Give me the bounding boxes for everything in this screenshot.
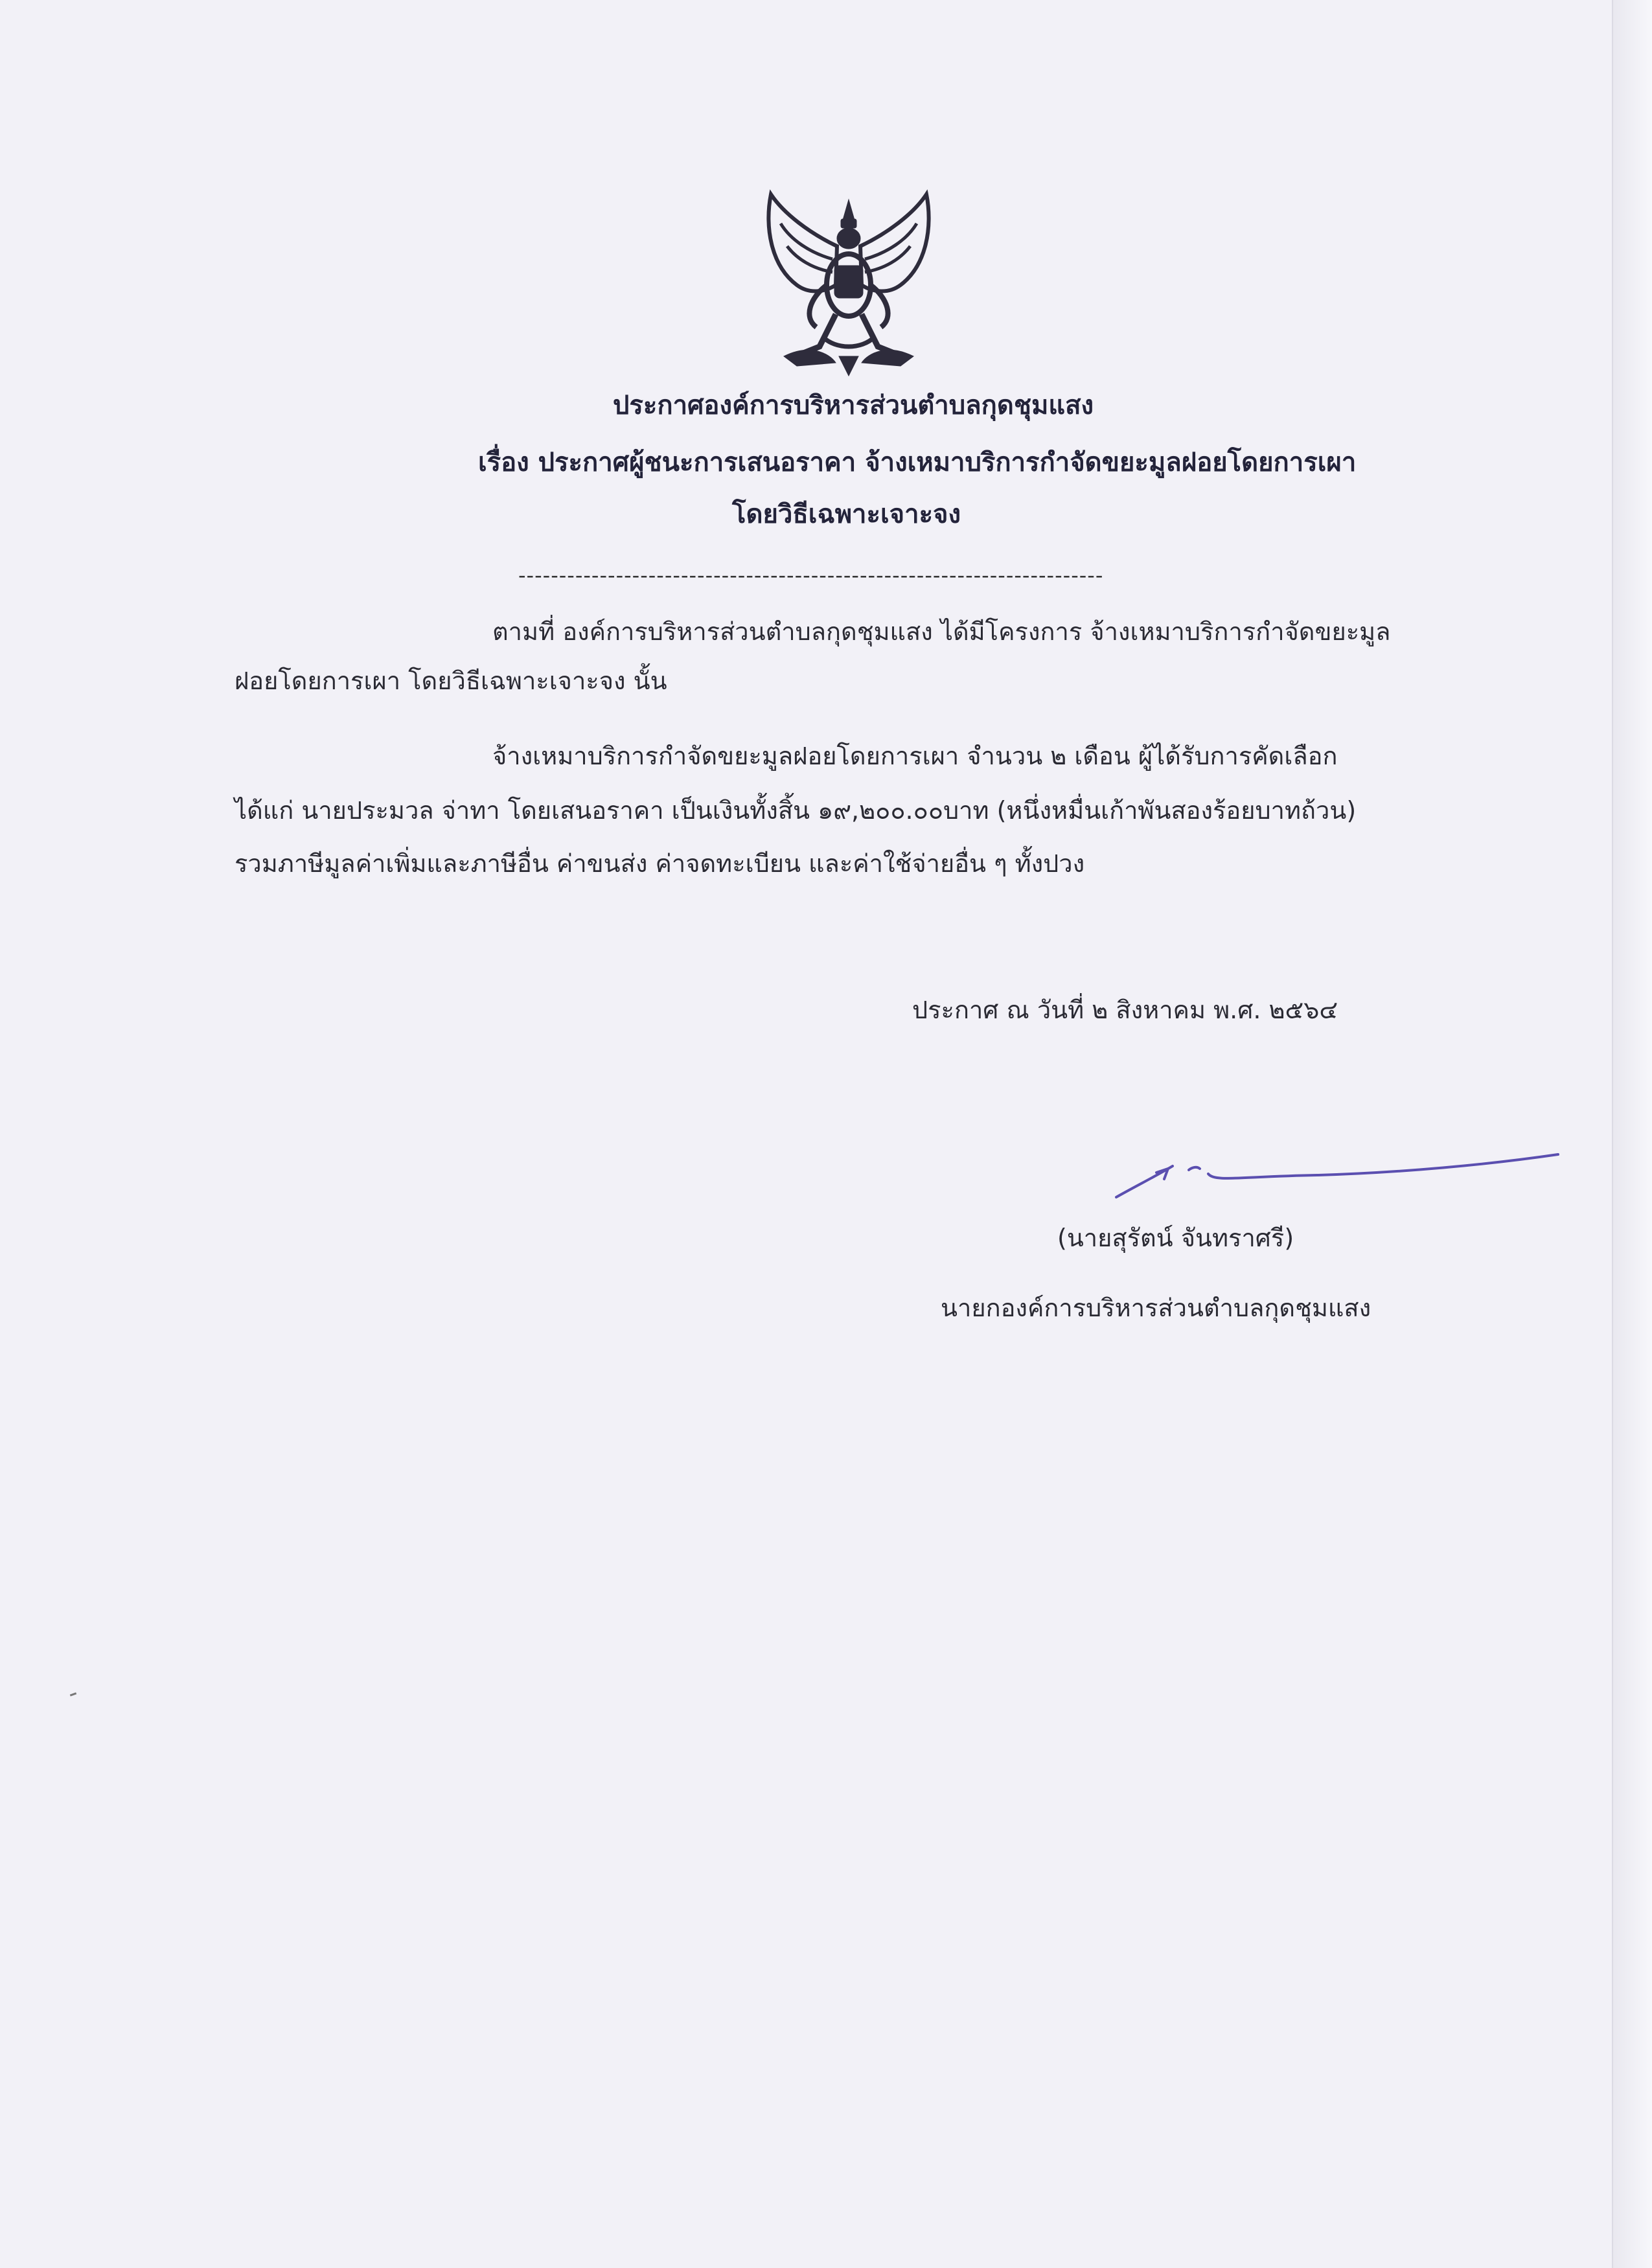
paragraph-2-line-1: จ้างเหมาบริการกำจัดขยะมูลฝอยโดยการเผา จำนวน ๒ เดือน ผู้ได้รับการคัดเลือก — [492, 742, 1338, 770]
paragraph-1-line-2: ฝอยโดยการเผา โดยวิธีเฉพาะเจาะจง นั้น — [235, 667, 667, 695]
signatory-title: นายกองค์การบริหารส่วนตำบลกุดชุมแสง — [941, 1294, 1371, 1322]
paragraph-1-line-1: ตามที่ องค์การบริหารส่วนตำบลกุดชุมแสง ได้มีโครงการ จ้างเหมาบริการกำจัดขยะมูล — [492, 617, 1391, 646]
signature — [1111, 1147, 1565, 1205]
announcement-method-line: โดยวิธีเฉพาะเจาะจง — [732, 499, 961, 529]
header-divider: ------------------------------------------------------------------------ — [518, 563, 1104, 588]
page-edge — [1612, 0, 1652, 2268]
signatory-name: (นายสุรัตน์ จันทราศรี) — [1057, 1224, 1294, 1252]
announcement-subject-line: เรื่อง ประกาศผู้ชนะการเสนอราคา จ้างเหมาบริการกำจัดขยะมูลฝอยโดยการเผา — [478, 448, 1357, 477]
announcement-org-line: ประกาศองค์การบริหารส่วนตำบลกุดชุมแสง — [613, 391, 1094, 420]
scan-speck — [70, 1692, 76, 1696]
paragraph-2-line-3: รวมภาษีมูลค่าเพิ่มและภาษีอื่น ค่าขนส่ง ค่าจดทะเบียน และค่าใช้จ่ายอื่น ๆ ทั้งปวง — [235, 849, 1085, 878]
garuda-emblem-icon — [758, 188, 939, 382]
paragraph-2-line-2: ได้แก่ นายประมวล จ่าทา โดยเสนอราคา เป็นเงินทั้งสิ้น ๑๙,๒๐๐.๐๐บาท (หนึ่งหมื่นเก้าพันสองร้อยบาทถ้วน) — [235, 796, 1357, 825]
announcement-date: ประกาศ ณ วันที่ ๒ สิงหาคม พ.ศ. ๒๕๖๔ — [912, 996, 1338, 1024]
